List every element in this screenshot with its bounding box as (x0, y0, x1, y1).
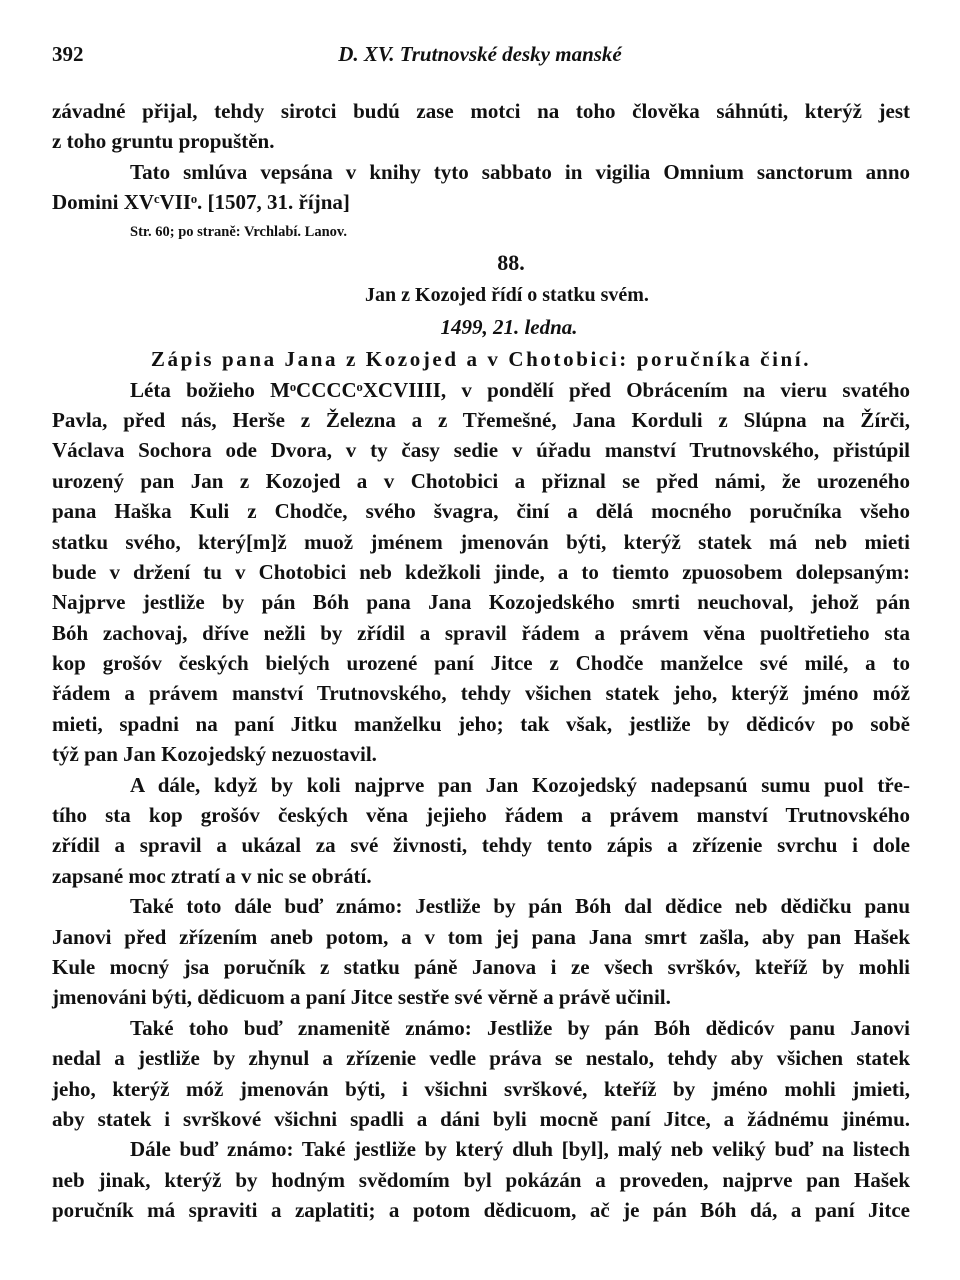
text-line: neb jinak, kterýž by hodným svědomím byl pokázán a proveden, najprve pan Hašek (52, 1167, 910, 1192)
text-block (52, 96, 910, 1226)
entry-number: 88. (497, 249, 525, 275)
text-line: tího sta kop grošóv českých věna jejieho řádem a právem manství Trutnovského (52, 803, 910, 828)
text-line: zřídil a spravil a ukázal za své živnosti, tehdy tento zápis a zřízenie svrchu i dole (52, 833, 910, 858)
text-line: Také toto dále buď známo: Jestliže by pán Bóh dal dědice neb dědičku panu (130, 894, 910, 919)
text-line: poručník má spraviti a zaplatiti; a potom dědicuom, ač je pán Bóh dá, a paní Jitce (52, 1198, 910, 1223)
text-line: statku svého, který[m]ž muož jménem jmenován býti, kterýž statek má neb mieti (52, 529, 910, 554)
text-line: nedal a jestliže by zhynul a zřízenie vedle práva se nestalo, tehdy aby všichen statek (52, 1046, 910, 1071)
text-line: zapsané moc ztratí a v nic se obrátí. (52, 863, 372, 888)
source-note: Str. 60; po straně: Vrchlabí. Lanov. (130, 223, 347, 240)
entry-heading: Zápis pana Jana z Kozojed a v Chotobici: poručníka činí. (150, 346, 812, 371)
text-line: závadné přijal, tehdy sirotci budú zase motci na toho člověka sáhnúti, kterýž jest (52, 99, 910, 123)
text-line: A dále, když by koli najprve pan Jan Kozojedský nadepsanú sumu puol tře- (130, 772, 910, 797)
page-number: 392 (52, 42, 84, 66)
text-line: Domini XVᶜVIIᵒ. [1507, 31. října] (52, 190, 350, 215)
text-line: mieti, spadni na paní Jitku manželku jeho; tak však, jestliže by dědicóv po sobě (52, 711, 910, 736)
text-line: kop grošóv českých bielých urozené paní Jitce z Chodče manželce své milé, a to (52, 651, 910, 676)
text-line: Léta božieho MᵒCCCCᵒXCVIIII, v pondělí před Obrácením na vieru svatého (130, 377, 910, 402)
text-line: aby statek i svrškové všichni spadli a dáni byli mocně paní Jitce, a žádnému jinému. (52, 1106, 910, 1131)
text-line: Také toho buď znamenitě známo: Jestliže by pán Bóh dědicóv panu Janovi (130, 1015, 910, 1040)
text-line: pana Haška Kuli z Chodče, svého švagra, činí a dělá mocného poručníka všeho (52, 499, 910, 524)
text-line: řádem a právem manství Trutnovského, tehdy všichen statek jeho, kterýž jméno móž (52, 681, 910, 706)
text-line: jmenováni býti, dědicuom a paní Jitce sestře své věrně a právě učinil. (52, 985, 671, 1010)
text-line: Najprve jestliže by pán Bóh pana Jana Kozojedského smrti neuchoval, jehož pán (52, 590, 910, 615)
text-line: bude v držení tu v Chotobici neb kdežkoli jinde, a to tiemto zpuosobem dolepsaným: (52, 559, 910, 584)
text-line: jeho, kterýž móž jmenován býti, i všichni svrškové, kteříž by jméno mohli jmieti, (52, 1076, 910, 1101)
text-line: urozený pan Jan z Kozojed a v Chotobici a přiznal se před námi, že urozeného (52, 468, 910, 493)
text-line: Tato smlúva vepsána v knihy tyto sabbato in vigilia Omnium sanctorum anno (130, 159, 910, 184)
entry-date: 1499, 21. ledna. (440, 314, 578, 339)
text-line: Bóh zachovaj, dříve nežli by zřídil a spravil řádem a právem věna puoltřetieho sta (52, 620, 910, 645)
entry-regest: Jan z Kozojed řídí o statku svém. (365, 283, 649, 306)
text-line: Pavla, před nás, Herše z Železna a z Třemešné, Jana Korduli z Slúpna na Žírči, (52, 407, 910, 432)
text-line: Václava Sochora ode Dvora, v ty časy sedie v úřadu manství Trutnovského, přistúpil (52, 438, 910, 463)
text-line: Dále buď známo: Také jestliže by který dluh [byl], malý neb veliký buď na listech (130, 1137, 910, 1162)
text-line: Kule mocný jsa poručník z statku páně Janova i ze všech svrškóv, kteříž by mohli (52, 954, 910, 979)
running-title: D. XV. Trutnovské desky manské (338, 42, 622, 66)
text-line: z toho gruntu propuštěn. (52, 129, 275, 154)
running-head (52, 42, 908, 72)
text-line: Janovi před zřízením aneb potom, a v tom jej pana Jana smrt zašla, aby pan Hašek (52, 924, 910, 949)
text-line: týž pan Jan Kozojedský nezuostavil. (52, 742, 377, 767)
